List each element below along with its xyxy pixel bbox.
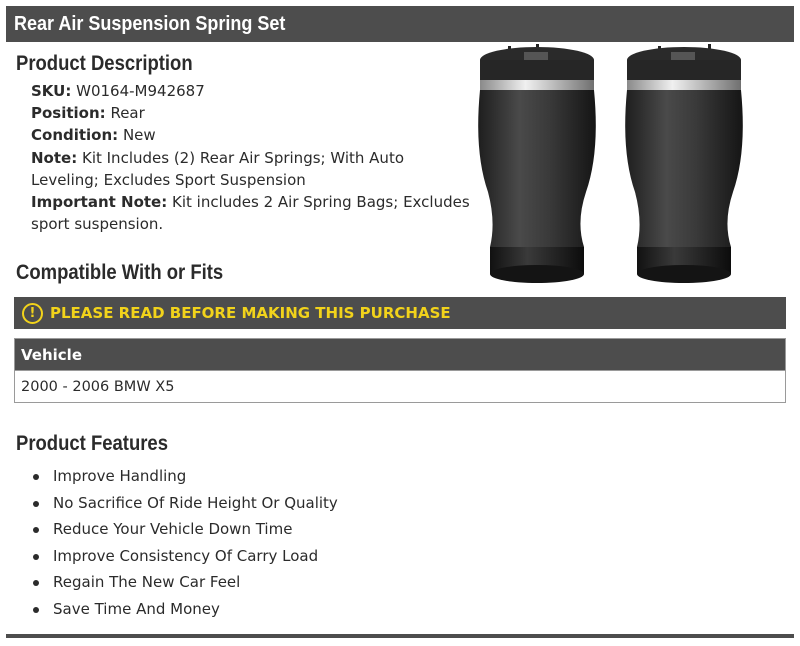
list-item: Improve Consistency Of Carry Load [31,543,338,570]
product-description [31,80,471,235]
page-title-bar [6,6,794,42]
important-note-value: Kit includes 2 Air Spring Bags; Excludes sport suspension. [31,193,470,234]
notice-text: PLEASE READ BEFORE MAKING THIS PURCHASE [50,304,451,322]
sku-line: SKU: W0164-M942687 [31,82,205,100]
air-spring-left [478,44,596,283]
vehicle-table [14,338,786,403]
air-spring-product-image [470,42,760,292]
condition-value: New [122,126,156,145]
sku-value: W0164-M942687 [76,82,205,100]
list-item: Improve Handling [31,463,338,490]
features-list [31,463,338,623]
list-item: No Sacrifice Of Ride Height Or Quality [31,490,338,517]
info-circle-icon: ! [22,303,43,324]
page-title: Rear Air Suspension Spring Set [14,13,286,35]
note-value: Kit Includes (2) Rear Air Springs; With Auto Leveling; Excludes Sport Suspension [31,148,405,189]
product-features-heading: Product Features [16,432,168,455]
product-description-heading: Product Description [16,52,193,75]
important-note-line: Important Note: Kit includes 2 Air Spring Bags; Excludes sport suspension. [31,193,470,234]
purchase-notice [14,297,786,329]
list-item: Save Time And Money [31,596,338,623]
table-header-row [15,339,786,371]
position-value: Rear [110,104,145,123]
vehicle-cell: 2000 - 2006 BMW X5 [15,371,786,403]
note-line: Note: Kit Includes (2) Rear Air Springs; With Auto Leveling; Excludes Sport Suspension [31,148,405,189]
air-spring-right [625,44,743,283]
list-item: Reduce Your Vehicle Down Time [31,516,338,543]
condition-line: Condition: New [31,126,156,145]
vehicle-column-header: Vehicle [15,339,786,371]
position-line: Position: Rear [31,104,145,123]
list-item: Regain The New Car Feel [31,569,338,596]
compatible-heading: Compatible With or Fits [16,261,224,284]
bottom-divider [6,634,794,638]
table-row [15,371,786,403]
